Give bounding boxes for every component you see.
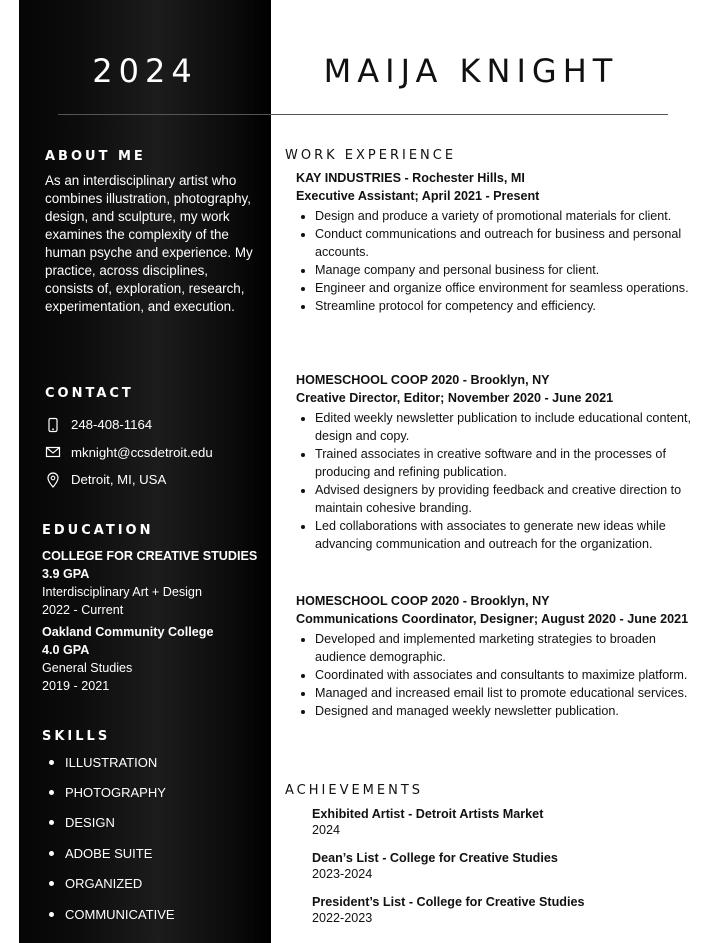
job-company: KAY INDUSTRIES - Rochester Hills, MI xyxy=(296,171,525,185)
school-name: Oakland Community College xyxy=(42,625,214,639)
achievement-year: 2023-2024 xyxy=(312,867,373,881)
bullet-icon xyxy=(49,820,54,825)
bullet-icon xyxy=(49,790,54,795)
bullet-icon xyxy=(49,851,54,856)
education-entry xyxy=(42,623,267,695)
contact-list xyxy=(45,411,213,494)
achievements-list xyxy=(312,806,692,938)
skills-list xyxy=(49,747,175,929)
skill-item xyxy=(49,899,175,929)
header-divider xyxy=(58,114,668,115)
job-bullet: • Streamline protocol for competency and efficiency. xyxy=(315,297,706,315)
achievement-title: Exhibited Artist - Detroit Artists Market xyxy=(312,807,544,821)
education-heading: EDUCATION xyxy=(42,523,154,538)
bullet-icon xyxy=(49,760,54,765)
skills-heading: SKILLS xyxy=(42,729,111,744)
job-entry xyxy=(296,169,706,315)
skill-item xyxy=(49,777,175,807)
candidate-name: MAIJA KNIGHT xyxy=(323,52,619,90)
job-bullet: • Trained associates in creative software and in the processes of producing and refining publication. xyxy=(315,445,706,481)
skill-label: DESIGN xyxy=(65,815,115,831)
skill-label: COMMUNICATIVE xyxy=(65,906,175,922)
job-bullets xyxy=(296,409,706,553)
achievement-item xyxy=(312,850,692,882)
achievements-heading: ACHIEVEMENTS xyxy=(285,783,424,798)
education-entry xyxy=(42,547,267,619)
job-bullets xyxy=(296,630,706,720)
skill-item xyxy=(49,838,175,868)
school-dates: 2019 - 2021 xyxy=(42,679,110,693)
school-program: Interdisciplinary Art + Design xyxy=(42,585,202,599)
skill-item xyxy=(49,747,175,777)
about-text: As an interdisciplinary artist who combines illustration, photography, design, and sculpture, my work examines the complexity of the human psyche and experience. My practice, across disciplines, consists of, exploration, research, experimentation, and execution. xyxy=(45,173,253,314)
school-gpa: 3.9 GPA xyxy=(42,567,90,581)
job-bullet: • Engineer and organize office environment for seamless operations. xyxy=(315,279,706,297)
achievement-year: 2024 xyxy=(312,823,341,837)
job-bullet: • Developed and implemented marketing strategies to broaden audience demographic. xyxy=(315,630,706,666)
email-address[interactable]: mknight@ccsdetroit.edu xyxy=(71,444,213,460)
job-role: Executive Assistant; April 2021 - Present xyxy=(296,189,540,203)
school-dates: 2022 - Current xyxy=(42,603,124,617)
job-role: Communications Coordinator, Designer; August 2020 - June 2021 xyxy=(296,612,689,626)
work-experience-heading: WORK EXPERIENCE xyxy=(285,148,457,163)
contact-location xyxy=(45,466,213,494)
skill-label: PHOTOGRAPHY xyxy=(65,785,166,801)
job-bullet: • Designed and managed weekly newsletter publication. xyxy=(315,702,706,720)
school-name: COLLEGE FOR CREATIVE STUDIES xyxy=(42,549,258,563)
job-entry xyxy=(296,371,706,553)
job-bullet: • Design and produce a variety of promotional materials for client. xyxy=(315,207,706,225)
job-bullet: • Manage company and personal business for client. xyxy=(315,261,706,279)
school-gpa: 4.0 GPA xyxy=(42,643,90,657)
contact-email xyxy=(45,439,213,467)
envelope-icon xyxy=(45,444,61,460)
skill-item xyxy=(49,808,175,838)
location-text: Detroit, MI, USA xyxy=(71,472,167,488)
job-role: Creative Director, Editor; November 2020 - June 2021 xyxy=(296,391,614,405)
bullet-icon xyxy=(49,912,54,917)
job-bullet: • Conduct communications and outreach for business and personal accounts. xyxy=(315,225,706,261)
education-section xyxy=(42,547,267,699)
achievement-item xyxy=(312,894,692,926)
achievement-title: President’s List - College for Creative Studies xyxy=(312,895,585,909)
contact-phone xyxy=(45,411,213,439)
job-bullet: • Managed and increased email list to promote educational services. xyxy=(315,684,706,702)
school-program: General Studies xyxy=(42,661,133,675)
skill-item xyxy=(49,869,175,899)
phone-icon xyxy=(45,417,61,433)
skill-label: ADOBE SUITE xyxy=(65,845,153,861)
skill-label: ILLUSTRATION xyxy=(65,754,158,770)
job-bullet: • Advised designers by providing feedback and creative direction to maintain cohesive branding. xyxy=(315,481,706,517)
sidebar xyxy=(19,0,271,943)
job-company: HOMESCHOOL COOP 2020 - Brooklyn, NY xyxy=(296,594,550,608)
phone-number[interactable]: 248-408-1164 xyxy=(71,417,153,433)
bullet-icon xyxy=(49,881,54,886)
job-bullet: • Edited weekly newsletter publication to include educational content, design and copy. xyxy=(315,409,706,445)
achievement-year: 2022-2023 xyxy=(312,911,373,925)
achievement-item xyxy=(312,806,692,838)
job-bullet: • Coordinated with associates and consultants to maximize platform. xyxy=(315,666,706,684)
contact-heading: CONTACT xyxy=(45,386,134,401)
achievement-title: Dean’s List - College for Creative Studies xyxy=(312,851,558,865)
job-company: HOMESCHOOL COOP 2020 - Brooklyn, NY xyxy=(296,373,550,387)
year-label: 2024 xyxy=(92,52,198,90)
job-entry xyxy=(296,592,706,720)
skill-label: ORGANIZED xyxy=(65,876,143,892)
job-bullets xyxy=(296,207,706,315)
about-heading: ABOUT ME xyxy=(45,149,146,164)
job-bullet: • Led collaborations with associates to generate new ideas while advancing communication and outreach for the organization. xyxy=(315,517,706,553)
location-pin-icon xyxy=(45,472,61,488)
